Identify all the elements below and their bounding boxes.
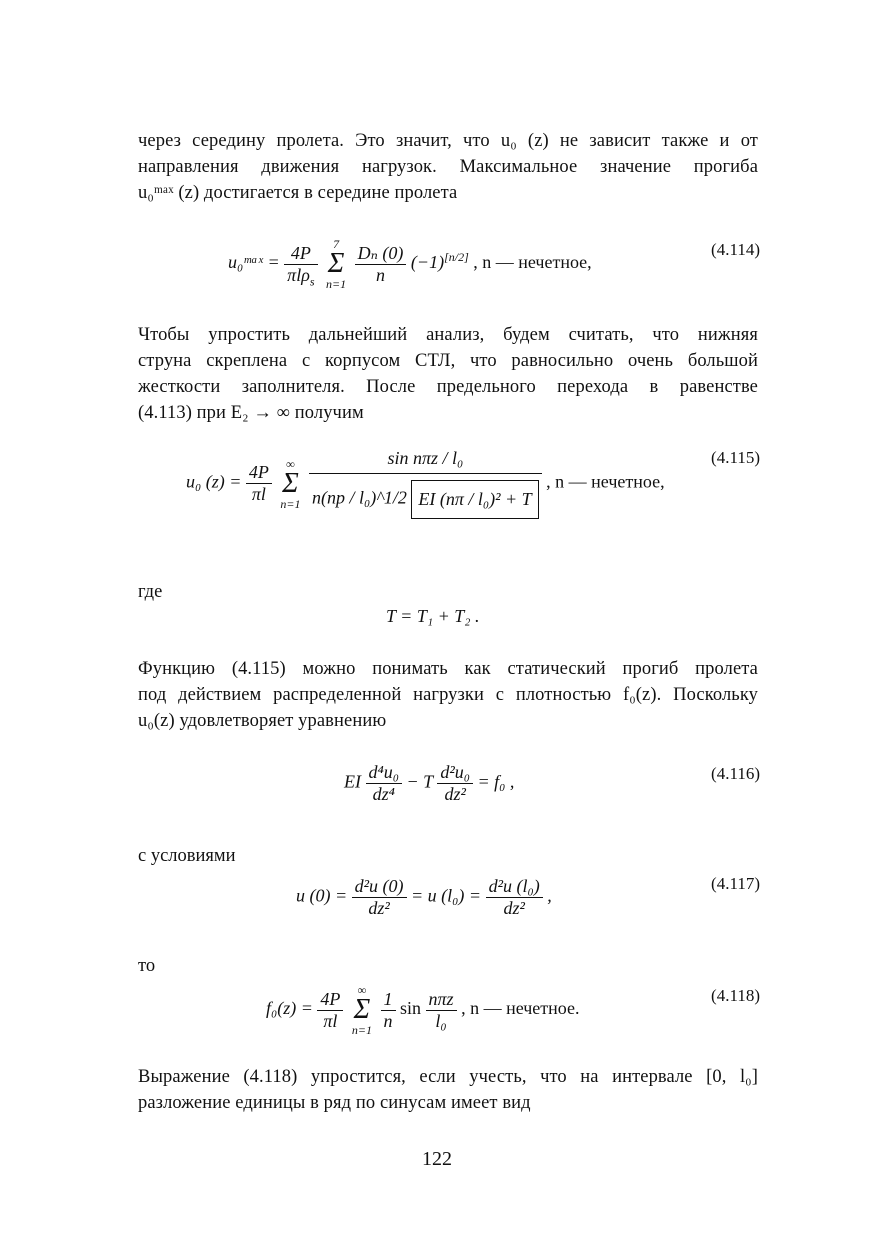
- paragraph-line: Чтобы упростить дальнейший анализ, будем считать, что нижняя: [138, 325, 758, 345]
- equation-4-115: u₀ (z) = $\frac{4P}{\pi l}$ ∞ Σ n=1 $\frac{\text{sin nπz / l₀}}{\text{n(np / l₀)\textasciicircum{}1/2 EI (nπ / l₀)² + T}}$ , n — нечетное,: [186, 448, 665, 519]
- paragraph-2: [138, 322, 758, 426]
- paragraph-line: струна скреплена с корпусом СТЛ, что равносильно очень большой: [138, 351, 758, 371]
- paragraph-line: под действием распределенной нагрузки с плотностью f₀(z). Поскольку: [138, 685, 758, 705]
- paragraph-line: жесткости заполнителя. После предельного перехода в равенстве: [138, 377, 758, 397]
- equation-T: T = T₁ + T₂ .: [386, 606, 480, 626]
- label-where: где: [138, 582, 163, 602]
- equation-number: (4.118): [711, 986, 760, 1005]
- equation-4-117: u (0) = $\frac{\text{d²u (0)}}{\text{dz²}}$ = u (l₀) = $\frac{\text{d²u (l₀)}}{\text{dz²}}$ ,: [296, 876, 552, 918]
- equation-number: (4.117): [711, 874, 760, 893]
- paragraph-line: направления движения нагрузок. Максимальное значение прогиба: [138, 157, 758, 177]
- paragraph-line: (4.113) при E₂ → ∞ получим: [138, 403, 364, 423]
- page-number: 122: [422, 1148, 452, 1170]
- paragraph-line: разложение единицы в ряд по синусам имеет вид: [138, 1093, 531, 1113]
- paragraph-line: u₀ᵐᵃˣ (z) достигается в середине пролета: [138, 183, 458, 203]
- equation-4-114: u₀ᵐᵃˣ = $\frac{4P}{\pi l\rho_s}$ 7 Σ n=1 $\frac{\text{Dₙ (0)}}{n}$ (−1)[n/2] , n — нечетное,: [228, 237, 592, 291]
- label-then: то: [138, 956, 156, 976]
- equation-4-118: f₀(z) = $\frac{4P}{\pi l}$ ∞ Σ n=1 $\frac{1}{n}$ sin $\frac{\text{nπz}}{\text{l₀}}$ , n — нечетное.: [266, 983, 580, 1037]
- equation-number: (4.115): [711, 448, 760, 467]
- equation-number: (4.114): [711, 240, 760, 259]
- paragraph-3: [138, 656, 758, 734]
- paragraph-line: Выражение (4.118) упростится, если учесть, что на интервале [0, l₀]: [138, 1067, 758, 1087]
- paragraph-4: [138, 1064, 758, 1116]
- paragraph-1: [138, 128, 758, 206]
- paragraph-line: через середину пролета. Это значит, что u₀ (z) не зависит также и от: [138, 131, 758, 151]
- paragraph-line: Функцию (4.115) можно понимать как статический прогиб пролета: [138, 659, 758, 679]
- paragraph-line: u₀(z) удовлетворяет уравнению: [138, 711, 387, 731]
- equation-number: (4.116): [711, 764, 760, 783]
- label-with-conditions: с условиями: [138, 846, 236, 866]
- equation-4-116: EI $\frac{\text{d⁴u₀}}{\text{dz⁴}}$ − T $\frac{\text{d²u₀}}{\text{dz²}}$ = f₀ ,: [344, 762, 515, 804]
